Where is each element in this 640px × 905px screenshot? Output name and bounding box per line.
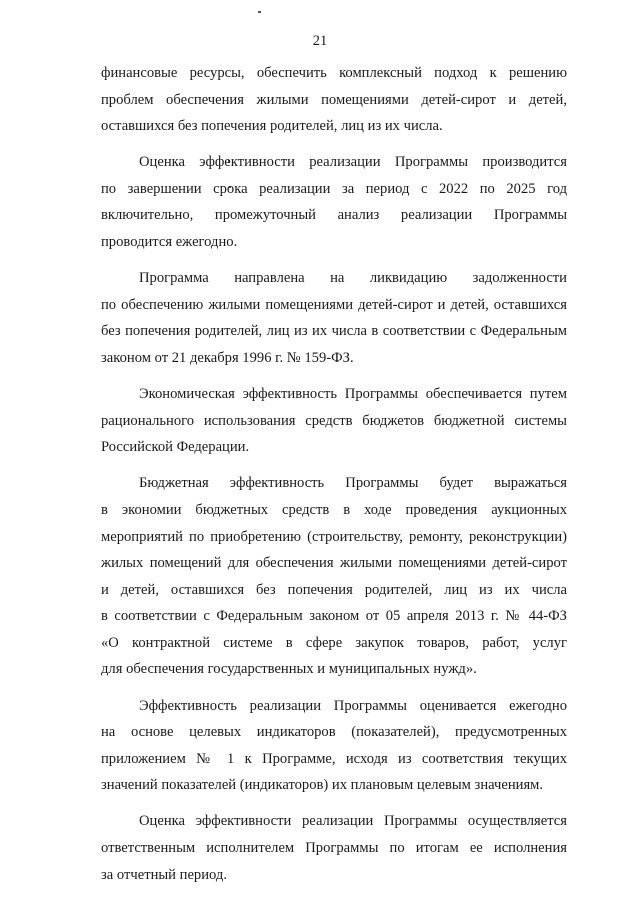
body-text (101, 60, 567, 898)
scan-speck (258, 11, 261, 13)
text-line: Российской Федерации. (101, 439, 250, 456)
text-line: мероприятий по приобретению (строительству, ремонту, реконструкции) (101, 528, 567, 545)
text-line: проводится ежегодно. (101, 234, 238, 251)
text-line: в соответствии с Федеральным законом от 05 апреля 2013 г. № 44-ФЗ (101, 608, 567, 625)
text-line: законом от 21 декабря 1996 г. № 159-ФЗ. (101, 349, 354, 366)
paragraph (101, 381, 567, 461)
paragraph (101, 149, 567, 255)
text-line: проблем обеспечения жилыми помещениями детей-сирот и детей, (101, 91, 567, 108)
text-line: оставшихся без попечения родителей, лиц из их числа. (101, 118, 443, 135)
text-line: ответственным исполнителем Программы по итогам ее исполнения (101, 840, 567, 857)
text-line: Программа направлена на ликвидацию задолженности (139, 270, 567, 287)
paragraph (101, 693, 567, 799)
text-line: «О контрактной системе в сфере закупок товаров, работ, услуг (101, 634, 567, 651)
text-line: Оценка эффективности реализации Программы осуществляется (139, 813, 567, 830)
text-line: Эффективность реализации Программы оценивается ежегодно (139, 697, 567, 714)
text-line: включительно, промежуточный анализ реализации Программы (101, 207, 567, 224)
paragraph (101, 808, 567, 888)
text-line: за отчетный период. (101, 866, 227, 883)
paragraph (101, 470, 567, 683)
text-line: и детей, оставшихся без попечения родителей, лиц из их числа (101, 581, 567, 598)
text-line: Бюджетная эффективность Программы будет выражаться (139, 475, 567, 492)
text-line: Оценка эффективности реализации Программы производится (139, 154, 567, 171)
text-line: Экономическая эффективность Программы обеспечивается путем (139, 386, 567, 403)
text-line: по обеспечению жилыми помещениями детей-сирот и детей, оставшихся (101, 296, 567, 313)
text-line: в экономии бюджетных средств в ходе проведения аукционных (101, 501, 567, 518)
text-line: приложением № 1 к Программе, исходя из соответствия текущих (101, 750, 567, 767)
text-line: финансовые ресурсы, обеспечить комплексный подход к решению (101, 65, 567, 81)
text-line: рационального использования средств бюджетов бюджетной системы (101, 412, 567, 429)
text-line: по завершении срока реализации за период с 2022 по 2025 год (101, 180, 567, 197)
page-number: 21 (312, 33, 328, 49)
text-line: без попечения родителей, лиц из их числа в соответствии с Федеральным (101, 323, 567, 340)
text-line: на основе целевых индикаторов (показателей), предусмотренных (101, 724, 567, 741)
text-line: для обеспечения государственных и муниципальных нужд». (101, 661, 477, 678)
text-line: жилых помещений для обеспечения жилыми помещениями детей-сирот (101, 555, 567, 572)
paragraph (101, 265, 567, 371)
paragraph (101, 60, 567, 140)
text-line: значений показателей (индикаторов) их плановым целевым значениям. (101, 777, 544, 794)
